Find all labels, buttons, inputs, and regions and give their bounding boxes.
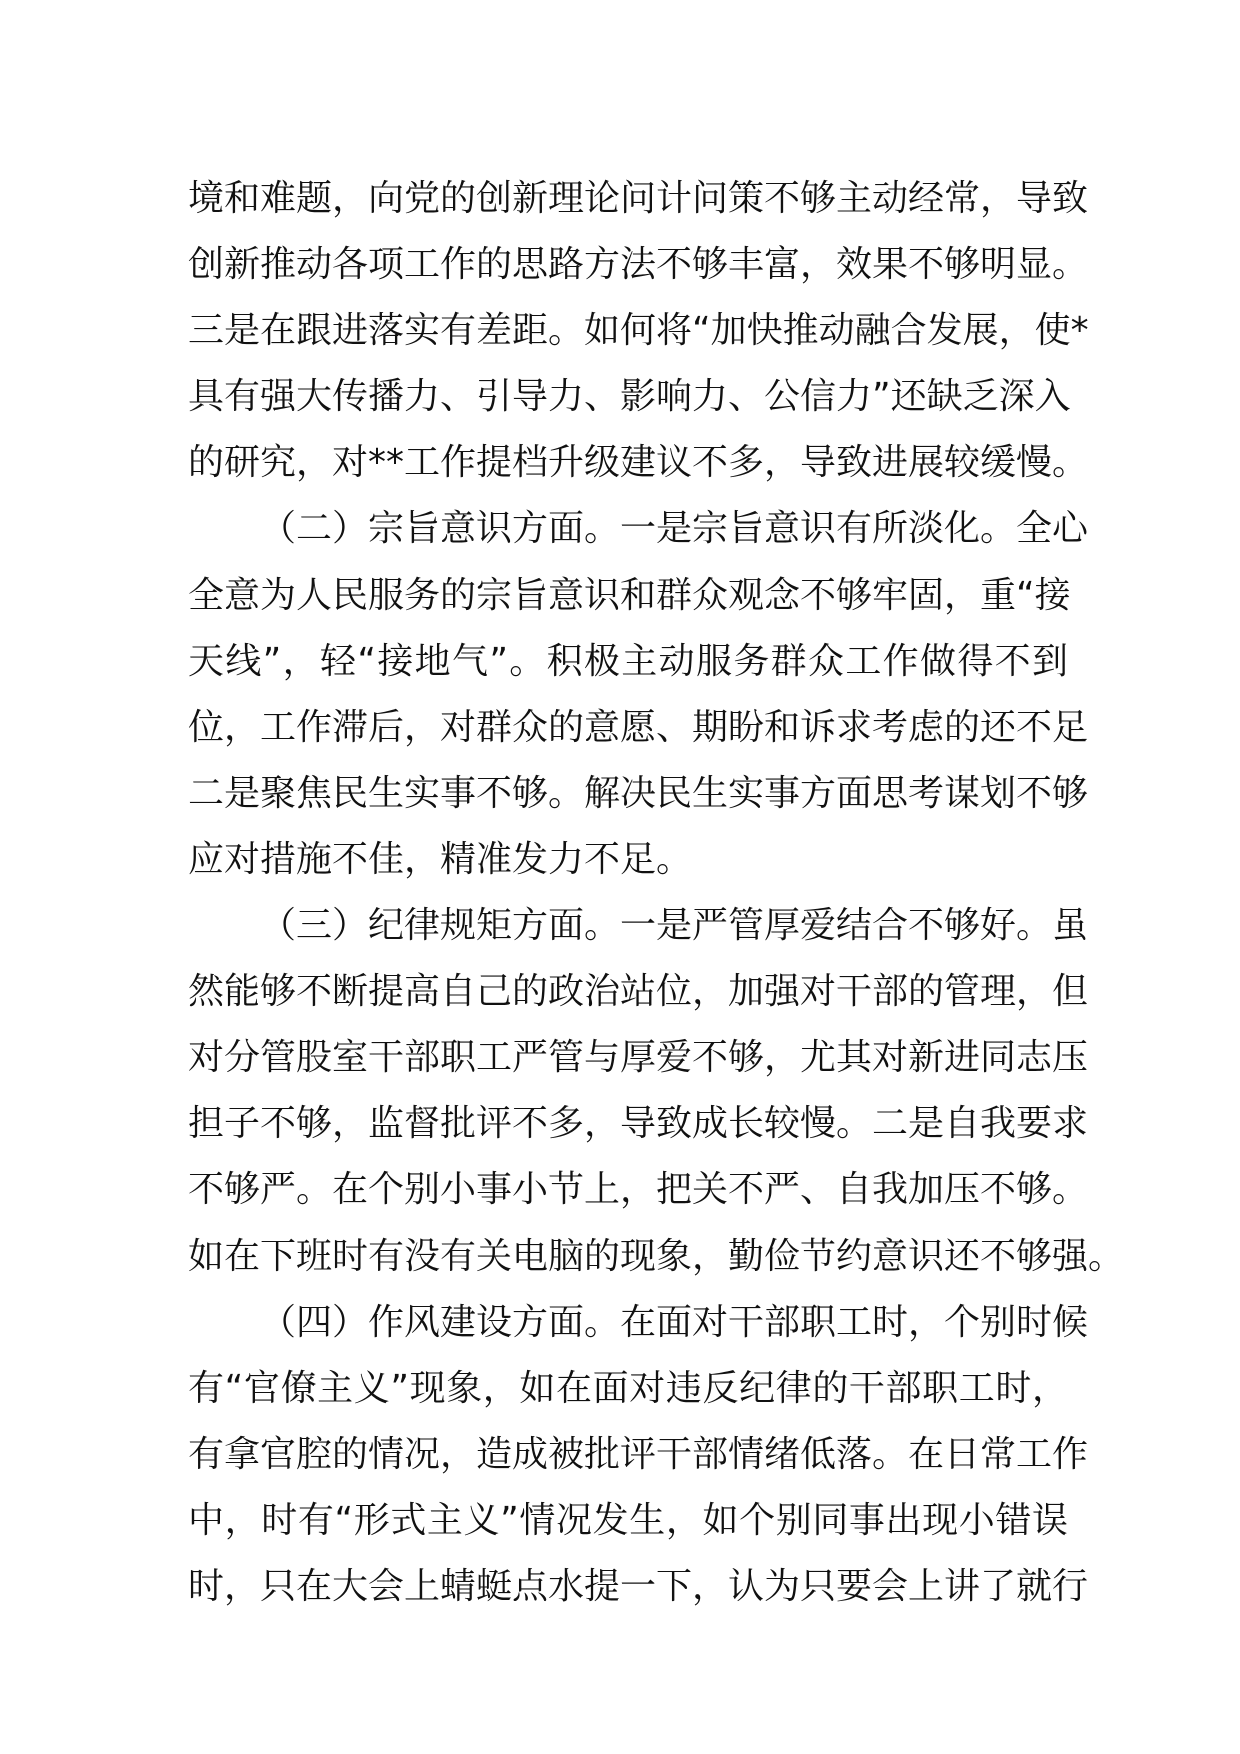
text-line: 二是聚焦民生实事不够。解决民生实事方面思考谋划不够 [188, 772, 1089, 814]
text-line: 境和难题，向党的创新理论问计问策不够主动经常，导致 [188, 178, 1089, 219]
text-line: 具有强大传播力、引导力、影响力、公信力”还缺乏深入 [188, 376, 1071, 418]
text-line: （二）宗旨意识方面。一是宗旨意识有所淡化。全心 [260, 508, 1089, 550]
text-line: 有拿官腔的情况，造成被批评干部情绪低落。在日常工作 [188, 1433, 1089, 1475]
text-line: 有“官僚主义”现象，如在面对违反纪律的干部职工时， [188, 1367, 1068, 1409]
text-line: （四）作风建设方面。在面对干部职工时，个别时候 [260, 1301, 1089, 1343]
text-line: 的研究，对**工作提档升级建议不多，导致进展较缓慢。 [188, 442, 1089, 484]
text-line: 位，工作滞后，对群众的意愿、期盼和诉求考虑的还不足 [188, 706, 1089, 748]
text-line: 如在下班时有没有关电脑的现象，勤俭节约意识还不够强。 [188, 1235, 1125, 1277]
text-line: 担子不够，监督批评不多，导致成长较慢。二是自我要求 [188, 1103, 1089, 1145]
text-line: 不够严。在个别小事小节上，把关不严、自我加压不够。 [188, 1169, 1089, 1211]
text-line: 中，时有“形式主义”情况发生，如个别同事出现小错误 [188, 1499, 1068, 1541]
text-line: 全意为人民服务的宗旨意识和群众观念不够牢固，重“接 [188, 574, 1071, 616]
text-line: 对分管股室干部职工严管与厚爱不够，尤其对新进同志压 [188, 1037, 1089, 1079]
text-line: 应对措施不佳，精准发力不足。 [188, 838, 693, 880]
text-line: 创新推动各项工作的思路方法不够丰富，效果不够明显。 [188, 244, 1089, 286]
text-line: 时，只在大会上蜻蜓点水提一下，认为只要会上讲了就行 [188, 1565, 1089, 1607]
text-line: 然能够不断提高自己的政治站位，加强对干部的管理，但 [188, 971, 1089, 1013]
text-line: 三是在跟进落实有差距。如何将“加快推动融合发展，使* [188, 310, 1089, 352]
text-line: （三）纪律规矩方面。一是严管厚爱结合不够好。虽 [260, 905, 1089, 947]
text-line: 天线”，轻“接地气”。积极主动服务群众工作做得不到 [188, 640, 1068, 682]
document-body [188, 166, 1125, 1620]
